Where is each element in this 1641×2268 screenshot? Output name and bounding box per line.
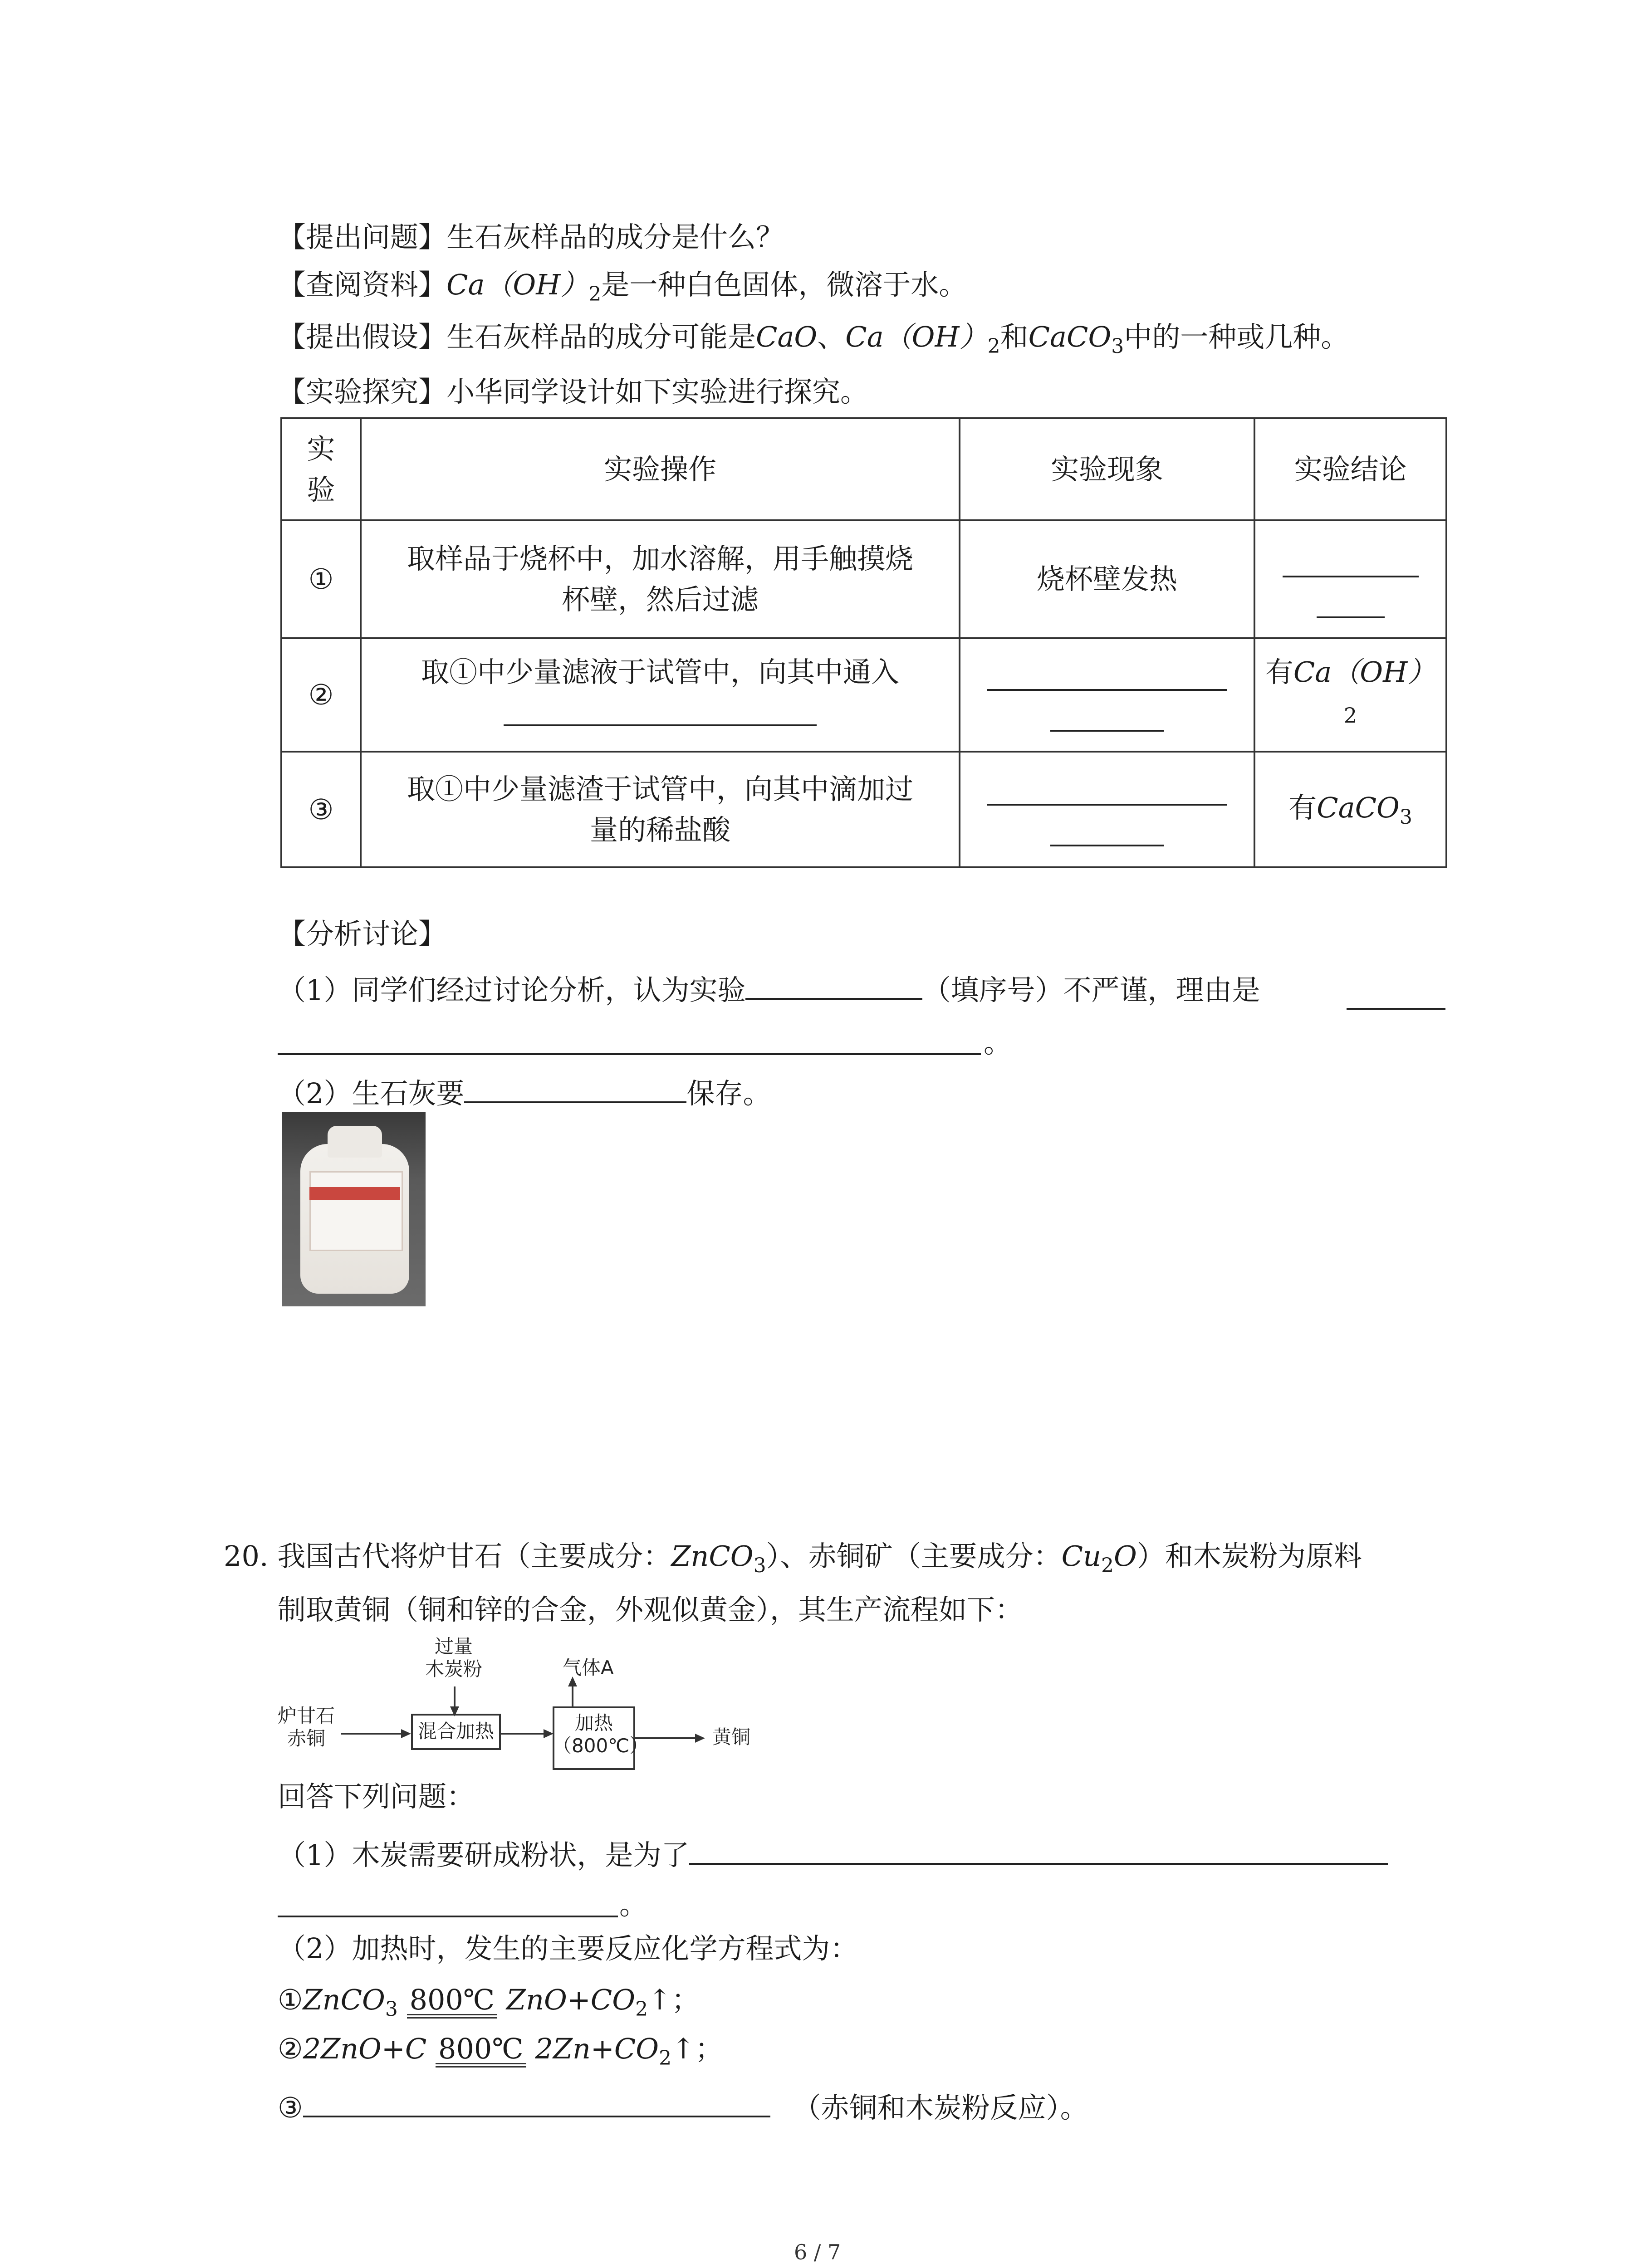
explore-line xyxy=(278,375,869,408)
row1-operation: 取样品于烧杯中，加水溶解，用手触摸烧 杯壁，然后过滤 xyxy=(361,520,960,638)
d1-blank-experiment[interactable] xyxy=(745,971,922,1000)
row2-operation-blank[interactable] xyxy=(504,693,817,726)
problem-line xyxy=(278,220,784,254)
eq3-blank[interactable] xyxy=(303,2088,770,2117)
row1-phenomenon: 烧杯壁发热 xyxy=(960,520,1254,638)
p1-end: 。 xyxy=(619,1888,648,1921)
info-label: 【查阅资料】 xyxy=(278,268,447,301)
explore-text: 小华同学设计如下实验进行探究。 xyxy=(446,375,869,408)
flow-step-mix-label: 混合加热 xyxy=(417,1720,494,1742)
header-phenomenon: 实验现象 xyxy=(960,418,1254,520)
hyp-label: 【提出假设】 xyxy=(278,320,447,353)
row2-conclusion: 有Ca（OH） 2 xyxy=(1254,638,1446,752)
hyp-caco: CaCO xyxy=(1028,320,1112,353)
discuss-heading: 【分析讨论】 xyxy=(278,917,447,950)
flow-arrow-3 xyxy=(635,1737,703,1739)
discuss-q1: （1）同学们经过讨论分析，认为实验 （填序号）不严谨，理由是 xyxy=(278,971,1260,1004)
header-operation: 实验操作 xyxy=(361,418,960,520)
table-row xyxy=(281,520,1446,638)
q20-p2: （2）加热时，发生的主要反应化学方程式为： xyxy=(278,1932,858,1965)
bottle-neck xyxy=(328,1126,382,1158)
discuss-q2: （2）生石灰要 保存。 xyxy=(278,1074,771,1108)
d1-end: 。 xyxy=(984,1026,1012,1059)
page-number: 6 / 7 xyxy=(794,2240,841,2264)
equation-2: ②2ZnO+C 800℃ $2Zn+CO_2↑$； xyxy=(278,2032,724,2070)
hyp-text1: 生石灰样品的成分可能是 xyxy=(446,320,756,353)
row1-conclusion-blank[interactable] xyxy=(1254,520,1446,638)
info-text: 是一种白色固体，微溶于水。 xyxy=(601,268,967,301)
problem-label: 【提出问题】 xyxy=(278,220,447,254)
info-line xyxy=(278,268,967,306)
bottle-label-band xyxy=(309,1187,400,1200)
quicklime-bottle-photo xyxy=(282,1112,426,1306)
q20-number: 20. xyxy=(224,1540,269,1573)
header-conclusion: 实验结论 xyxy=(1254,418,1446,520)
flow-arrow-2 xyxy=(501,1733,552,1735)
info-sub: 2 xyxy=(588,283,602,306)
experiment-table xyxy=(280,417,1447,868)
eq1-condition: 800℃ xyxy=(407,1986,498,2019)
flow-reagent: 过量 木炭粉 xyxy=(425,1635,482,1681)
flow-arrow-gas xyxy=(572,1678,573,1706)
row2-phenomenon-blank[interactable] xyxy=(960,638,1254,752)
flow-output: 黄铜 xyxy=(712,1726,751,1748)
p1-blank-a[interactable] xyxy=(689,1836,1388,1865)
row2-operation: 取①中少量滤液于试管中，向其中通入 xyxy=(361,638,960,752)
p1-blank-b[interactable] xyxy=(278,1916,618,1917)
row3-operation: 取①中少量滤渣于试管中，向其中滴加过 量的稀盐酸 xyxy=(361,752,960,867)
answer-prompt: 回答下列问题： xyxy=(278,1780,475,1813)
hyp-caoh: Ca（OH） xyxy=(845,320,988,353)
row1-number: ① xyxy=(281,520,361,638)
d1-blank-reason-b[interactable] xyxy=(278,1053,981,1055)
equation-1: ①ZnCO$_3$ 800℃ $ZnO+CO_2↑$； xyxy=(278,1983,700,2021)
hypothesis-line xyxy=(278,320,1349,358)
row2-number: ② xyxy=(281,638,361,752)
flow-gas-label: 气体A xyxy=(563,1657,614,1679)
equation-3: ③ （赤铜和木炭粉反应）。 xyxy=(278,2088,1088,2122)
flow-step-heat-label: 加热 （800℃） xyxy=(553,1712,649,1757)
table-header-row xyxy=(281,418,1446,520)
hyp-sub3: 3 xyxy=(1111,335,1124,358)
d1-blank-reason-a[interactable] xyxy=(1347,1008,1445,1010)
info-paren: （OH） xyxy=(485,268,589,301)
problem-text: 生石灰样品的成分是什么？ xyxy=(446,220,784,254)
q20-line2: 制取黄铜（铜和锌的合金，外观似黄金），其生产流程如下： xyxy=(278,1593,1024,1626)
flow-arrow-reagent xyxy=(454,1686,456,1715)
bottle-label xyxy=(309,1171,403,1251)
info-chem: Ca xyxy=(446,268,485,301)
eq2-condition: 800℃ xyxy=(436,2035,526,2068)
row3-phenomenon-blank[interactable] xyxy=(960,752,1254,867)
q20-line1: 20. 我国古代将炉甘石（主要成分：ZnCO$_3$）、赤铜矿（主要成分：$Cu_2O$）和木炭粉为原料 xyxy=(224,1540,1362,1577)
flow-arrow-1 xyxy=(341,1733,409,1735)
row3-number: ③ xyxy=(281,752,361,867)
table-row xyxy=(281,638,1446,752)
header-experiment: 实 验 xyxy=(281,418,361,520)
flow-input: 炉甘石 赤铜 xyxy=(278,1705,335,1750)
row3-conclusion: 有CaCO$_3$ xyxy=(1254,752,1446,867)
explore-label: 【实验探究】 xyxy=(278,375,447,408)
hyp-sep: 、 xyxy=(817,320,846,353)
table-row xyxy=(281,752,1446,867)
d2-blank-storage[interactable] xyxy=(464,1074,686,1103)
hyp-sub2: 2 xyxy=(987,335,1000,358)
hyp-cao: CaO xyxy=(756,320,818,353)
hyp-and: 和 xyxy=(1000,320,1029,353)
q20-p1: （1）木炭需要研成粉状，是为了 xyxy=(278,1836,1388,1869)
hyp-text2: 中的一种或几种。 xyxy=(1124,320,1349,353)
